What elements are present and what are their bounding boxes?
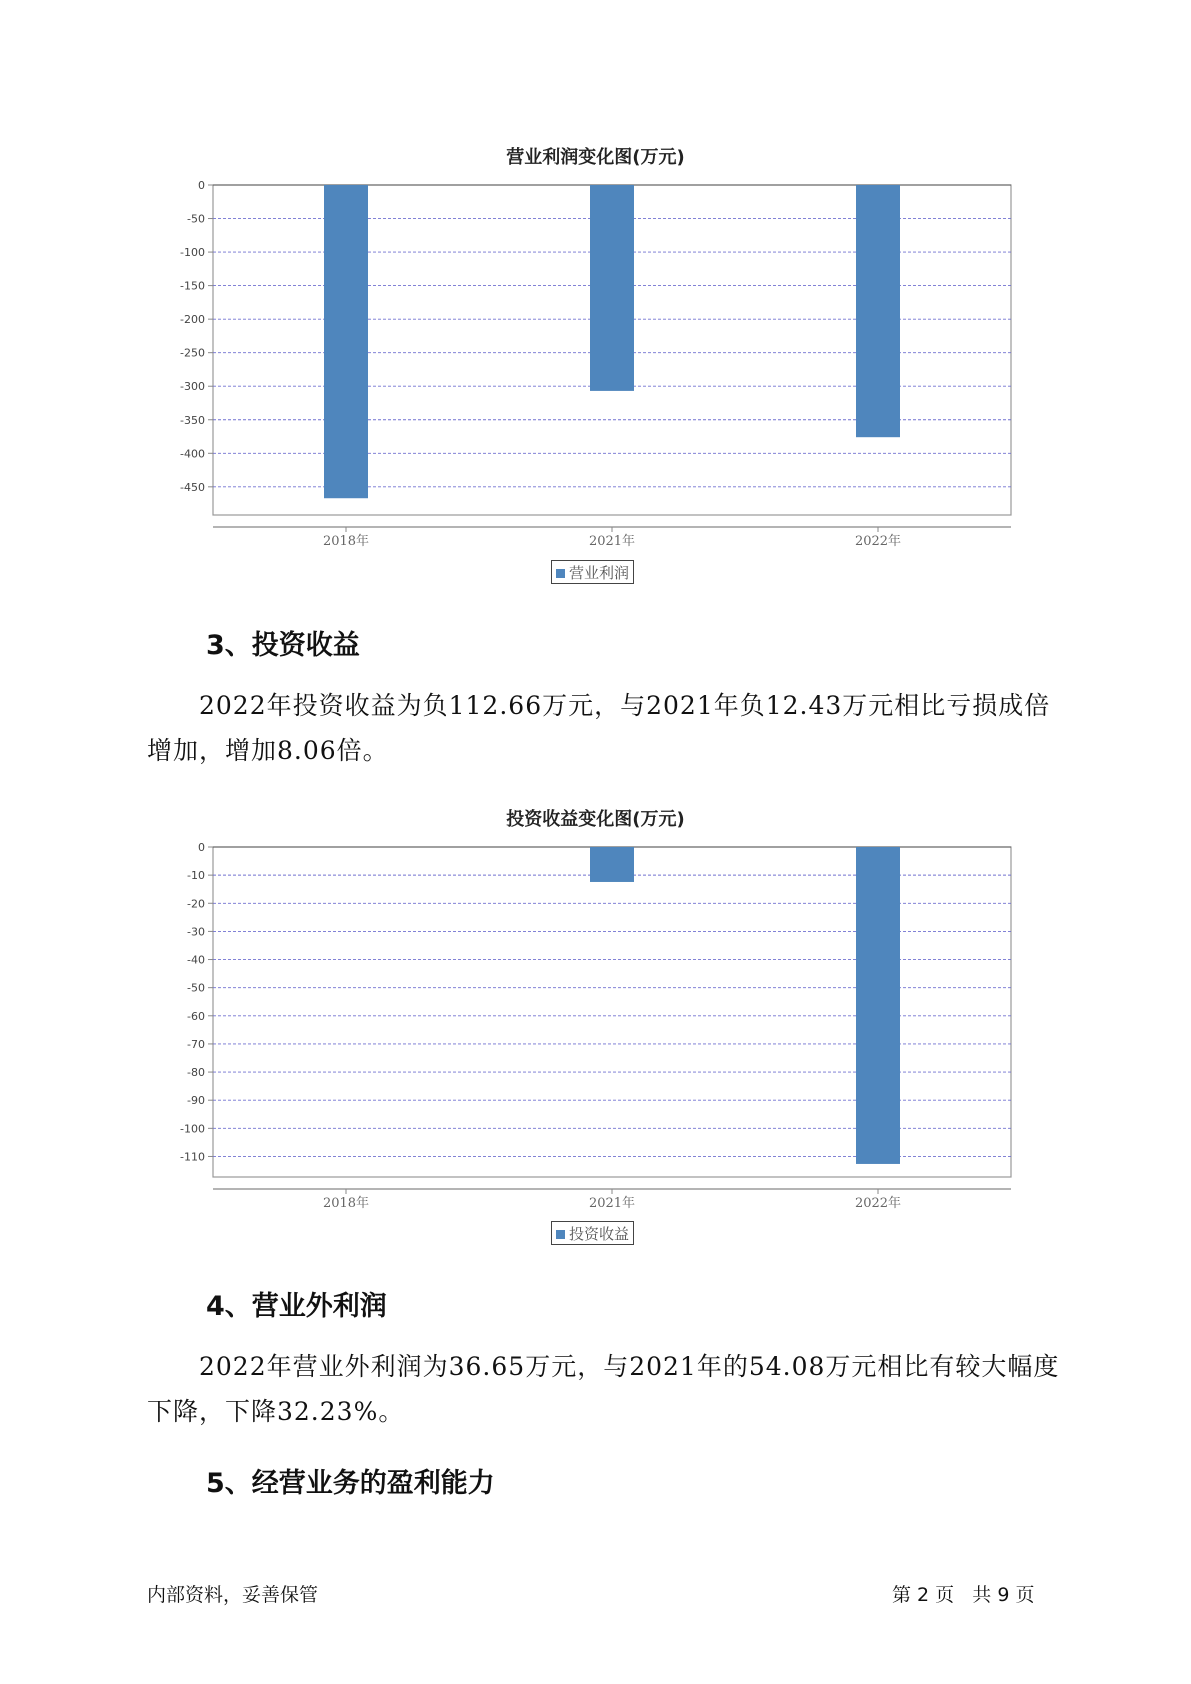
- chart-title: 营业利润变化图(万元): [506, 147, 685, 168]
- x-tick-label: 2018年: [322, 1196, 370, 1211]
- y-tick-label: -400: [180, 447, 205, 461]
- chart-legend: [551, 560, 634, 584]
- x-tick-label: 2022年: [854, 534, 902, 549]
- y-tick-label: -100: [180, 246, 205, 260]
- bar: [324, 185, 368, 498]
- legend-label: 营业利润: [569, 564, 630, 582]
- footer-page-number: 第 2 页 共 9 页: [892, 1584, 1035, 1606]
- chart-legend: [551, 1221, 634, 1245]
- x-tick-label: 2022年: [854, 1196, 902, 1211]
- section-3-text: 2022年投资收益为负112.66万元，与2021年负12.43万元相比亏损成倍增加，增加8.06倍。: [147, 691, 1051, 765]
- section-5-heading: 5、经营业务的盈利能力: [206, 1468, 495, 1499]
- y-tick-label: -300: [180, 380, 205, 394]
- y-tick-label: -350: [180, 413, 205, 427]
- y-tick-label: -30: [187, 925, 205, 939]
- y-tick-label: -450: [180, 480, 205, 494]
- y-tick-label: 0: [198, 179, 205, 192]
- y-tick-label: -80: [187, 1066, 205, 1080]
- y-tick-label: -70: [187, 1037, 205, 1051]
- chart-title: 投资收益变化图(万元): [506, 809, 685, 830]
- footer-left: 内部资料，妥善保管: [147, 1584, 319, 1606]
- y-tick-label: 0: [198, 841, 205, 854]
- y-tick-label: -250: [180, 346, 205, 360]
- plot-area: [213, 847, 1011, 1177]
- y-tick-label: -50: [187, 981, 205, 995]
- legend-swatch: [556, 569, 565, 578]
- y-tick-label: -60: [187, 1009, 205, 1023]
- x-tick-label: 2021年: [588, 534, 636, 549]
- y-tick-label: -20: [187, 897, 205, 911]
- bar: [590, 185, 634, 391]
- x-tick-label: 2018年: [322, 534, 370, 549]
- y-tick-label: -200: [180, 313, 205, 327]
- section-4-text: 2022年营业外利润为36.65万元，与2021年的54.08万元相比有较大幅度下降，下降32.23%。: [147, 1352, 1060, 1426]
- section-3-heading: 3、投资收益: [206, 630, 360, 661]
- y-tick-label: -150: [180, 279, 205, 293]
- legend-swatch: [556, 1230, 565, 1239]
- bar: [856, 847, 900, 1164]
- bar: [590, 847, 634, 882]
- section-4-heading: 4、营业外利润: [206, 1291, 387, 1322]
- bar: [856, 185, 900, 437]
- y-tick-label: -90: [187, 1094, 205, 1108]
- y-tick-label: -100: [180, 1122, 205, 1136]
- y-tick-label: -40: [187, 953, 205, 967]
- chart-plot: [0, 0, 1191, 560]
- x-tick-label: 2021年: [588, 1196, 636, 1211]
- y-tick-label: -10: [187, 869, 205, 883]
- legend-label: 投资收益: [569, 1225, 630, 1243]
- y-tick-label: -50: [187, 212, 205, 226]
- y-tick-label: -110: [180, 1150, 205, 1164]
